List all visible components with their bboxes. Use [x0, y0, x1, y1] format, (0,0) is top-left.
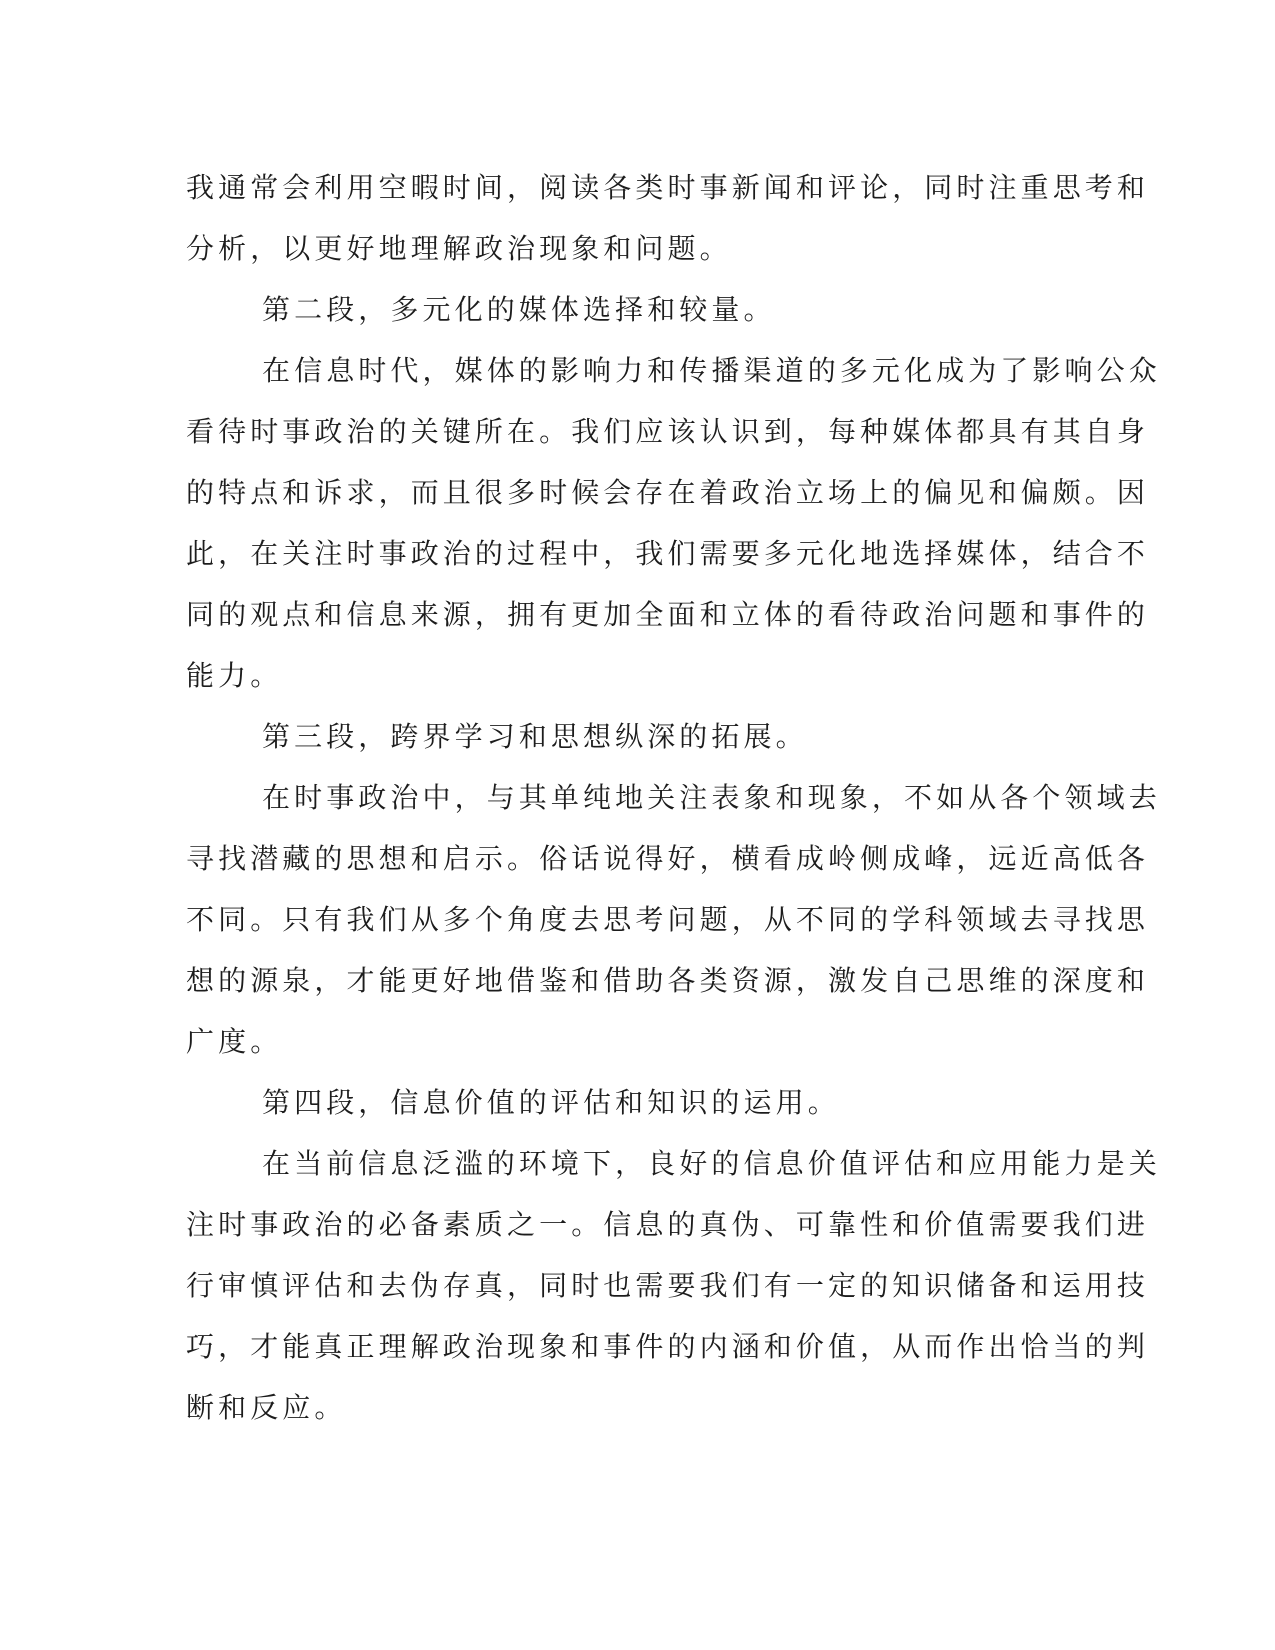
text-line: 我通常会利用空暇时间，阅读各类时事新闻和评论，同时注重思考和	[186, 171, 1150, 204]
text-line: 广度。	[186, 1025, 283, 1058]
text-line: 在当前信息泛滥的环境下，良好的信息价值评估和应用能力是关	[262, 1147, 1161, 1180]
text-line: 寻找潜藏的思想和启示。俗话说得好，横看成岭侧成峰，远近高低各	[186, 842, 1150, 875]
text-line: 断和反应。	[186, 1391, 347, 1424]
text-line: 巧，才能真正理解政治现象和事件的内涵和价值，从而作出恰当的判	[186, 1330, 1150, 1363]
section-heading: 第二段，多元化的媒体选择和较量。	[262, 293, 776, 326]
text-line: 不同。只有我们从多个角度去思考问题，从不同的学科领域去寻找思	[186, 903, 1150, 936]
section-heading: 第四段，信息价值的评估和知识的运用。	[262, 1086, 840, 1119]
text-line: 想的源泉，才能更好地借鉴和借助各类资源，激发自己思维的深度和	[186, 964, 1150, 997]
text-line: 看待时事政治的关键所在。我们应该认识到，每种媒体都具有其自身	[186, 415, 1150, 448]
text-line: 能力。	[186, 659, 283, 692]
text-line: 同的观点和信息来源，拥有更加全面和立体的看待政治问题和事件的	[186, 598, 1150, 631]
text-line: 的特点和诉求，而且很多时候会存在着政治立场上的偏见和偏颇。因	[186, 476, 1150, 509]
text-line: 此，在关注时事政治的过程中，我们需要多元化地选择媒体，结合不	[186, 537, 1150, 570]
text-line: 行审慎评估和去伪存真，同时也需要我们有一定的知识储备和运用技	[186, 1269, 1150, 1302]
text-line: 分析，以更好地理解政治现象和问题。	[186, 232, 732, 265]
document-body	[186, 157, 1161, 1438]
text-line: 注时事政治的必备素质之一。信息的真伪、可靠性和价值需要我们进	[186, 1208, 1150, 1241]
text-line: 在时事政治中，与其单纯地关注表象和现象，不如从各个领域去	[262, 781, 1161, 814]
text-line: 在信息时代，媒体的影响力和传播渠道的多元化成为了影响公众	[262, 354, 1161, 387]
section-heading: 第三段，跨界学习和思想纵深的拓展。	[262, 720, 808, 753]
